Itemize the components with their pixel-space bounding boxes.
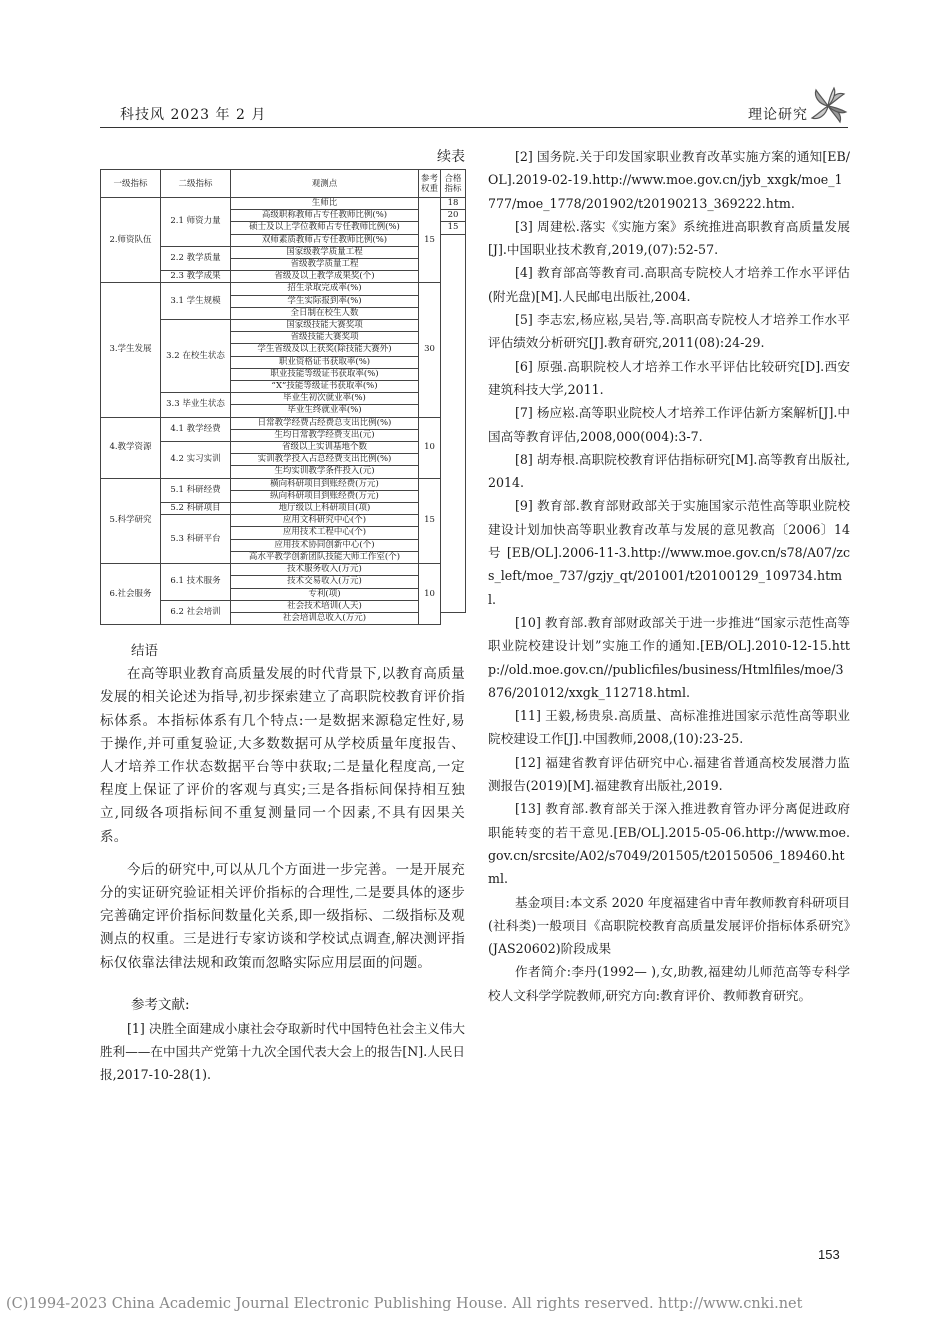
level2-cell: 2.1 师资力量 (161, 198, 231, 247)
header-weight: 参考权重 (419, 170, 441, 198)
obs-cell: 省级教学质量工程 (231, 259, 419, 271)
pass-cell: 15 (441, 222, 466, 234)
obs-cell: 生师比 (231, 198, 419, 210)
fund-note: 基金项目:本文系 2020 年度福建省中青年教师教育科研项目(社科类)一般项目《高职院校教育高质量发展评价指标体系研究》(JAS20602)阶段成果 (488, 894, 850, 957)
obs-cell: 日常教学经费占经费总支出比例(%) (231, 417, 419, 429)
obs-cell: 国家级技能大赛奖项 (231, 320, 419, 332)
obs-cell: 全日制在校生人数 (231, 307, 419, 319)
obs-cell: 国家级教学质量工程 (231, 246, 419, 258)
header-obs: 观测点 (231, 170, 419, 198)
right-column (488, 145, 850, 1007)
weight-cell: 10 (419, 417, 441, 478)
obs-cell: 应用文科研究中心(个) (231, 515, 419, 527)
obs-cell: 学生省级及以上获奖(除技能大赛外) (231, 344, 419, 356)
obs-cell: 毕业生初次就业率(%) (231, 393, 419, 405)
level2-cell: 5.2 科研项目 (161, 503, 231, 515)
weight-cell: 15 (419, 198, 441, 283)
obs-cell: 职业技能等级证书获取率(%) (231, 368, 419, 380)
reference-item: [8] 胡寿根.高职院校教育评估指标研究[M].高等教育出版社,2014. (488, 451, 850, 491)
header-level1: 一级指标 (101, 170, 161, 198)
level1-cell: 2.师资队伍 (101, 198, 161, 283)
level2-cell: 2.2 教学质量 (161, 246, 231, 270)
conclusion-title: 结语 (131, 643, 158, 660)
pass-cell (441, 234, 466, 612)
pass-cell: 18 (441, 198, 466, 210)
conclusion-paragraph-2: 今后的研究中,可以从几个方面进一步完善。一是开展充分的实证研究验证相关评价指标的合理性,二是要具体的逐步完善确定评价指标间数量化关系,即一级指标、二级指标及观测点的权重。三是进行专家访谈和学校试点调查,解决测评指标仅依靠法律法规和政策而忽略实际应用层面的问题。 (100, 861, 465, 971)
reference-item: [1] 决胜全面建成小康社会夺取新时代中国特色社会主义伟大胜利——在中国共产党第十九次全国代表大会上的报告[N].人民日报,2017-10-28(1). (100, 1020, 465, 1082)
obs-cell: 省级技能大赛奖项 (231, 332, 419, 344)
reference-item: [4] 教育部高等教育司.高职高专院校人才培养工作水平评估(附光盘)[M].人民邮电出版社,2004. (488, 265, 850, 304)
author-note: 作者简介:李丹(1992— ),女,助教,福建幼儿师范高等专科学校人文科学学院教师,研究方向:教育评价、教师教育研究。 (488, 964, 850, 1003)
obs-cell: 技术服务收入(万元) (231, 564, 419, 576)
conclusion-paragraph-1: 在高等职业教育高质量发展的时代背景下,以教育高质量发展的相关论述为指导,初步探索建立了高职院校教育评价指标体系。本指标体系有几个特点:一是数据来源稳定性好,易于操作,并可重复验证,大多数数据可从学校质量年度报告、人才培养工作状态数据平台等中获取;二是量化程度高,一定程度上保证了评价的客观与真实;三是各指标间保持相互独立,同级各项指标间不重复测量同一个因素,不具有因果关系。 (100, 666, 465, 845)
reference-item: [3] 周建松.落实《实施方案》系统推进高职教育高质量发展[J].中国职业技术教育,2019,(07):52-57. (488, 218, 850, 258)
obs-cell: 学生实际报到率(%) (231, 295, 419, 307)
pinwheel-logo-icon (808, 86, 848, 126)
obs-cell: 职业资格证书获取率(%) (231, 356, 419, 368)
level2-cell: 5.3 科研平台 (161, 515, 231, 564)
left-column (100, 145, 465, 1086)
level2-cell: 3.3 毕业生状态 (161, 393, 231, 417)
level1-cell: 5.科学研究 (101, 478, 161, 563)
level2-cell: 4.1 教学经费 (161, 417, 231, 441)
level2-cell: 5.1 科研经费 (161, 478, 231, 502)
section-header: 理论研究 (748, 107, 808, 123)
reference-item: [11] 王毅,杨贵泉.高质量、高标准推进国家示范性高等职业院校建设工作[J].中国教师,2008,(10):23-25. (488, 708, 850, 747)
reference-item: [12] 福建省教育评估研究中心.福建省普通高校发展潜力监测报告(2019)[M].福建教育出版社,2019. (488, 754, 850, 794)
obs-cell: 社会技术培训(人天) (231, 600, 419, 612)
obs-cell: 技术交易收入(万元) (231, 576, 419, 588)
weight-cell: 15 (419, 478, 441, 563)
header-rule (100, 127, 848, 128)
header-pass: 合格指标 (441, 170, 466, 198)
header-level2: 二级指标 (161, 170, 231, 198)
level1-cell: 3.学生发展 (101, 283, 161, 417)
weight-cell: 10 (419, 564, 441, 625)
obs-cell: 地厅级以上科研项目(项) (231, 503, 419, 515)
obs-cell: 专利(项) (231, 588, 419, 600)
obs-cell: 高水平教学创新团队技能大师工作室(个) (231, 551, 419, 563)
table-continued-label: 续表 (437, 149, 465, 165)
obs-cell: “X”技能等级证书获取率(%) (231, 381, 419, 393)
reference-item: [9] 教育部.教育部财政部关于实施国家示范性高等职业院校建设计划加快高等职业教育改革与发展的意见教高〔2006〕14号[EB/OL].2006-11-3.http://www.moe.gov.cn/s78/A07/zcs_left/moe_737/gzjy_qt/201001/t20100129_109734.html. (488, 498, 850, 607)
reference-item: [7] 杨应崧.高等职业院校人才培养工作评估新方案解析[J].中国高等教育评估,2008,000(004):3-7. (488, 405, 850, 444)
obs-cell: 纵向科研项目到账经费(万元) (231, 490, 419, 502)
level2-cell: 3.1 学生规模 (161, 283, 231, 320)
reference-item: [6] 原强.高职院校人才培养工作水平评估比较研究[D].西安建筑科技大学,2011. (488, 358, 850, 397)
obs-cell: 生均日常教学经费支出(元) (231, 429, 419, 441)
obs-cell: 招生录取完成率(%) (231, 283, 419, 295)
reference-item: [13] 教育部.教育部关于深入推进教育管办评分离促进政府职能转变的若干意见.[EB/OL].2015-05-06.http://www.moe.gov.cn/srcsite/A02/s7049/201505/t20150506_189460.html. (488, 801, 850, 887)
journal-header: 科技风 2023 年 2 月 (120, 107, 267, 123)
level2-cell: 3.2 在校生状态 (161, 320, 231, 393)
level2-cell: 6.1 技术服务 (161, 564, 231, 601)
obs-cell: 实训教学投入占总经费支出比例(%) (231, 454, 419, 466)
obs-cell: 生均实训教学条件投入(元) (231, 466, 419, 478)
obs-cell: 应用技术协同创新中心(个) (231, 539, 419, 551)
obs-cell: 应用技术工程中心(个) (231, 527, 419, 539)
level1-cell: 6.社会服务 (101, 564, 161, 625)
level2-cell: 6.2 社会培训 (161, 600, 231, 624)
obs-cell: 硕士及以上学位教师占专任教师比例(%) (231, 222, 419, 234)
reference-item: [2] 国务院.关于印发国家职业教育改革实施方案的通知[EB/OL].2019-02-19.http://www.moe.gov.cn/jyb_xxgk/moe_1777/moe_1778/201902/t20190213_369222.htm. (488, 149, 850, 211)
obs-cell: 省级以上实训基地个数 (231, 442, 419, 454)
reference-item: [5] 李志宏,杨应崧,吴岩,等.高职高专院校人才培养工作水平评估绩效分析研究[J].教育研究,2011(08):24-29. (488, 312, 850, 351)
level2-cell: 4.2 实习实训 (161, 442, 231, 479)
pass-cell: 20 (441, 210, 466, 222)
obs-cell: 省级及以上教学成果奖(个) (231, 271, 419, 283)
indicator-table (100, 169, 466, 625)
copyright-watermark: (C)1994-2023 China Academic Journal Electronic Publishing House. All rights reserved. http://www.cnki.net (6, 1296, 803, 1312)
obs-cell: 高级职称教师占专任教师比例(%) (231, 210, 419, 222)
reference-item: [10] 教育部.教育部财政部关于进一步推进“国家示范性高等职业院校建设计划”实施工作的通知.[EB/OL].2010-12-15.http://old.moe.gov.cn//publicfiles/business/Htmlfiles/moe/3876/201012/xxgk_112718.html. (488, 614, 850, 700)
obs-cell: 毕业生终就业率(%) (231, 405, 419, 417)
obs-cell: 双师素质教师占专任教师比例(%) (231, 234, 419, 246)
weight-cell: 30 (419, 283, 441, 417)
level2-cell: 2.3 教学成果 (161, 271, 231, 283)
references-title: 参考文献: (131, 996, 190, 1013)
obs-cell: 社会培训总收入(万元) (231, 612, 419, 624)
page-number: 153 (818, 1247, 840, 1262)
obs-cell: 横向科研项目到账经费(万元) (231, 478, 419, 490)
level1-cell: 4.教学资源 (101, 417, 161, 478)
